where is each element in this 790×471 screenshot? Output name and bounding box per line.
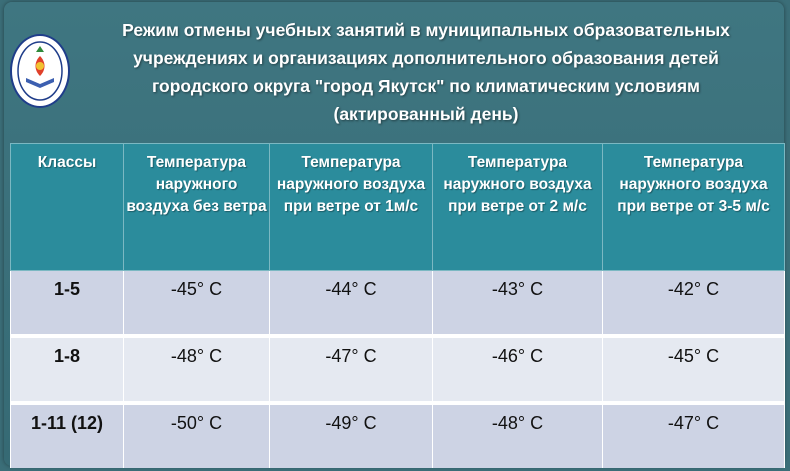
table-row (11, 336, 785, 403)
class-cell: 1-11 (12) (11, 403, 124, 468)
title-line: (актированный день) (333, 104, 519, 124)
table-cell: -48° С (433, 403, 603, 468)
column-header-wind-2: Температура наружного воздуха при ветре от 2 м/с (433, 144, 603, 271)
title-line: Режим отмены учебных занятий в муниципальных образовательных (122, 20, 730, 40)
education-emblem-icon (10, 34, 70, 108)
class-cell: 1-8 (11, 336, 124, 403)
column-header-wind-1: Температура наружного воздуха при ветре от 1м/с (270, 144, 433, 271)
table-cell: -49° С (270, 403, 433, 468)
table-cell: -47° С (603, 403, 785, 468)
table-row (11, 403, 785, 468)
table-cell: -48° С (124, 336, 270, 403)
table-cell: -44° С (270, 271, 433, 337)
column-header-no-wind: Температура наружного воздуха без ветра (124, 144, 270, 271)
page-title (74, 16, 778, 128)
table-cell: -43° С (433, 271, 603, 337)
title-line: учреждениях и организациях дополнительного образования детей (133, 48, 719, 68)
column-header-classes: Классы (11, 144, 124, 271)
temperature-table (10, 143, 785, 468)
table-row (11, 271, 785, 337)
table-cell: -45° С (124, 271, 270, 337)
table-cell: -50° С (124, 403, 270, 468)
table-cell: -45° С (603, 336, 785, 403)
table-header-row (11, 144, 785, 271)
title-line: городского округа "город Якутск" по климатическим условиям (151, 76, 701, 96)
table-cell: -46° С (433, 336, 603, 403)
column-header-wind-3-5: Температура наружного воздуха при ветре от 3-5 м/с (603, 144, 785, 271)
table-cell: -42° С (603, 271, 785, 337)
table-cell: -47° С (270, 336, 433, 403)
class-cell: 1-5 (11, 271, 124, 337)
